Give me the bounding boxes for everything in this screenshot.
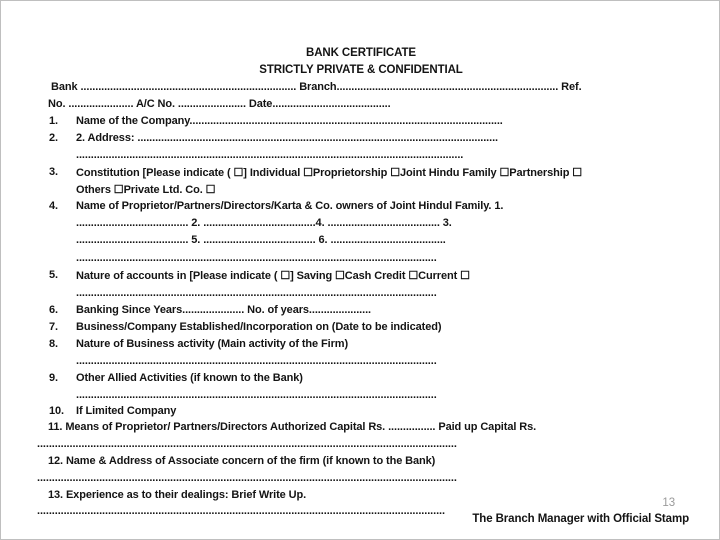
dotted-fill-line: .......................................................................................................................... [76,389,437,401]
item-text-if-limited-company: If Limited Company [76,405,177,417]
item-number: 3. [49,166,58,178]
item-number: 9. [49,372,58,384]
item-text-proprietor-names: Name of Proprietor/Partners/Directors/Karta & Co. owners of Joint Hindul Family. 1. [76,200,504,212]
item-text-nature-of-accounts: Nature of accounts in [Please indicate ( ☐] Saving ☐Cash Credit ☐Current ☐ [76,270,470,282]
dotted-fill-line: .......................................................................................................................... [76,252,437,264]
form-item-11: 11. Means of Proprietor/ Partners/Directors Authorized Capital Rs. ................ Paid up Capital Rs. [48,421,537,433]
dotted-fill-line: ................................................................................................................................... [76,149,464,161]
item-text-company-name: Name of the Company.......................................................................................................... [76,115,503,127]
item-text-business-activity: Nature of Business activity (Main activity of the Firm) [76,338,349,350]
item-number: 6. [49,304,58,316]
form-item-12: 12. Name & Address of Associate concern of the firm (if known to the Bank) [48,455,436,467]
dotted-fill-line: .............................................................................................................................................. [37,472,457,484]
item-text-allied-activities: Other Allied Activities (if known to the Bank) [76,372,303,384]
item-text-address: 2. Address: .......................................................................................................................... [76,132,499,144]
signature-line: The Branch Manager with Official Stamp [472,513,689,525]
item-number: 7. [49,321,58,333]
header-line-bank-branch-ref: Bank ......................................................................... Branch........................................................................... Ref. [51,81,582,93]
item-number: 2. [49,132,58,144]
document-title: BANK CERTIFICATE [306,47,416,59]
item-text-constitution-others: Others ☐Private Ltd. Co. ☐ [76,184,216,196]
dotted-fill-line: .......................................................................................................................................... [37,505,445,517]
page-number: 13 [662,497,675,509]
item-number: 5. [49,269,58,281]
item-text-constitution: Constitution [Please indicate ( ☐] Individual ☐Proprietorship ☐Joint Hindu Family ☐Partnership ☐ [76,167,583,179]
form-item-13: 13. Experience as to their dealings: Brief Write Up. [48,489,307,501]
dotted-fill-line: .......................................................................................................................... [76,287,437,299]
dotted-fill-line: .......................................................................................................................... [76,355,437,367]
item-text-banking-since: Banking Since Years..................... No. of years..................... [76,304,371,316]
serial-fill-line-2: ...................................... 5. ...................................... 6. ....................................... [76,234,446,246]
item-number: 4. [49,200,58,212]
item-number: 8. [49,338,58,350]
serial-fill-line-1: ...................................... 2. ......................................4. ...................................... 3. [76,217,452,229]
dotted-fill-line: .............................................................................................................................................. [37,438,457,450]
document-subtitle: STRICTLY PRIVATE & CONFIDENTIAL [259,64,463,76]
header-line-no-ac-date: No. ...................... A/C No. ....................... Date........................................ [48,98,391,110]
item-text-established: Business/Company Established/Incorporation on (Date to be indicated) [76,321,442,333]
item-number: 10. [49,405,64,417]
item-number: 1. [49,115,58,127]
